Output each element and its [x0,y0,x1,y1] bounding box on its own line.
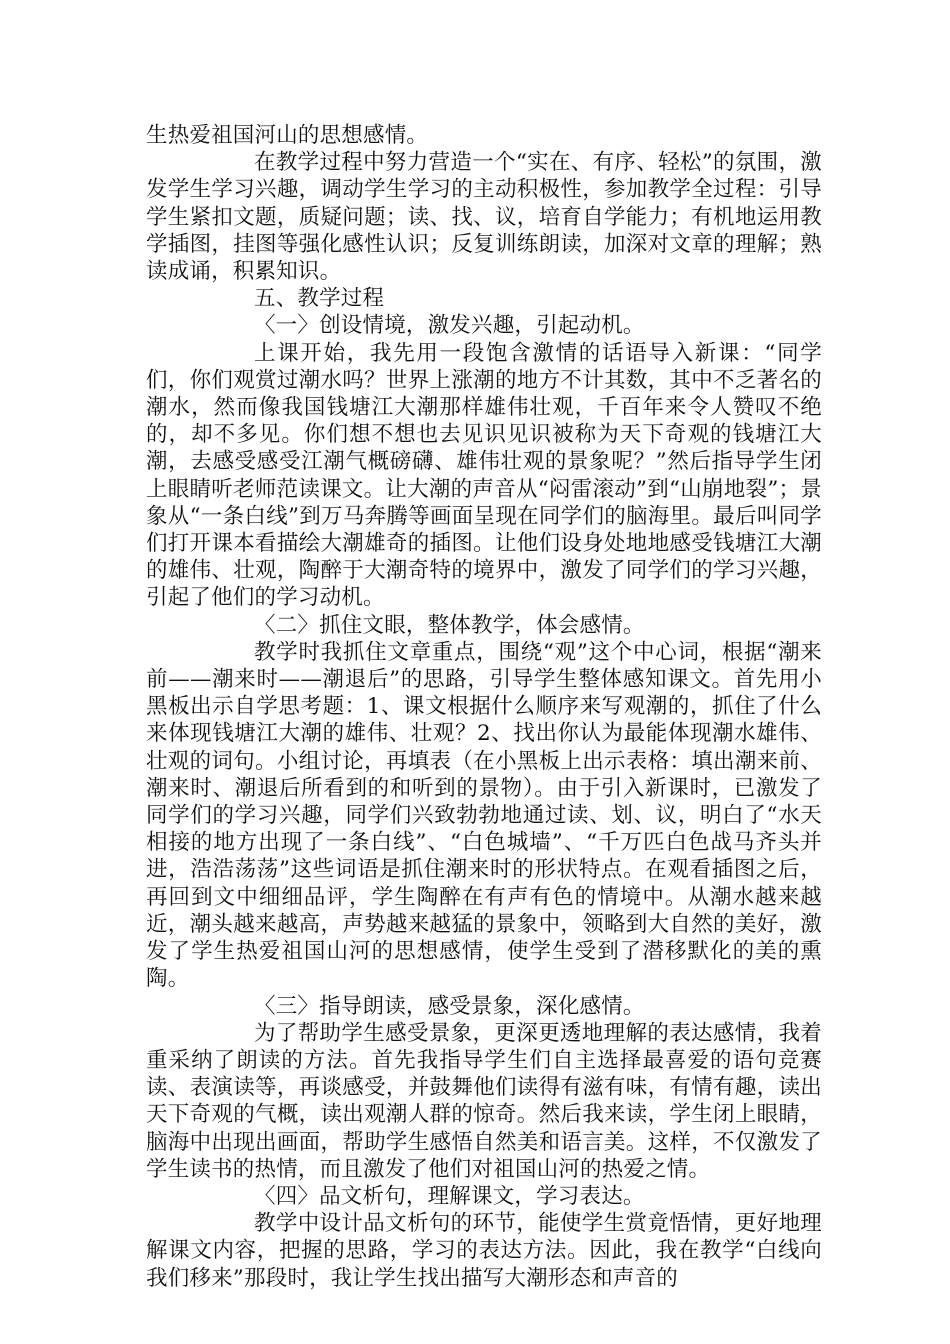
subheading-2: 〈二〉抓住文眼，整体教学，体会感情。 [254,612,645,638]
subheading-3: 〈三〉指导朗读，感受景象，深化感情。 [254,993,645,1019]
document-body [146,122,822,1292]
paragraph-2: 在教学过程中努力营造一个“实在、有序、轻松”的氛围，激发学生学习兴趣，调动学生学习的主动积极性，参加教学全过程：引导学生紧扣文题，质疑问题；读、找、议，培育自学能力；有机地运用教学插图，挂图等强化感性认识；反复训练朗读，加深对文章的理解；熟读成诵，积累知识。 [146,150,822,285]
paragraph-3: 上课开始，我先用一段饱含激情的话语导入新课：“同学们，你们观赏过潮水吗？世界上涨潮的地方不计其数，其中不乏著名的潮水，然而像我国钱塘江大潮那样雄伟壮观，千百年来令人赞叹不绝的，却不多见。你们想不想也去见识见识被称为天下奇观的钱塘江大潮，去感受感受江潮气概磅礴、雄伟壮观的景象呢？”然后指导学生闭上眼睛听老师范读课文。让大潮的声音从“闷雷滚动”到“山崩地裂”；景象从“一条白线”到万马奔腾等画面呈现在同学们的脑海里。最后叫同学们打开课本看描绘大潮雄奇的插图。让他们设身处地地感受钱塘江大潮的雄伟、壮观，陶醉于大潮奇特的境界中，激发了同学们的学习兴趣，引起了他们的学习动机。 [146,340,822,611]
subheading-4: 〈四〉品文析句，理解课文，学习表达。 [254,1183,645,1209]
paragraph-1: 生热爱祖国河山的思想感情。 [146,123,429,148]
paragraph-5: 为了帮助学生感受景象，更深更透地理解的表达感情，我着重采纳了朗读的方法。首先我指导学生们自主选择最喜爱的语句竞赛读、表演读等，再谈感受，并鼓舞他们读得有滋有味，有情有趣，读出天下奇观的气概，读出观潮人群的惊奇。然后我来读，学生闭上眼睛，脑海中出现出画面，帮助学生感悟自然美和语言美。这样，不仅激发了学生读书的热情，而且激发了他们对祖国山河的热爱之情。 [146,1020,822,1182]
paragraph-6: 教学中设计品文析句的环节，能使学生赏竟悟情，更好地理解课文内容，把握的思路，学习的表达方法。因此，我在教学“白线向我们移来”那段时，我让学生找出描写大潮形态和声音的 [146,1211,822,1291]
subheading-1: 〈一〉创设情境，激发兴趣，引起动机。 [254,313,645,339]
section-heading-teaching-process: 五、教学过程 [254,286,385,312]
paragraph-4: 教学时我抓住文章重点，围绕“观”这个中心词，根据“潮来前——潮来时——潮退后”的思路，引导学生整体感知课文。首先用小黑板出示自学思考题：1、课文根据什么顺序来写观潮的，抓住了什么来体现钱塘江大潮的雄伟、壮观？2、找出你认为最能体现潮水雄伟、壮观的词句。小组讨论，再填表（在小黑板上出示表格：填出潮来前、潮来时、潮退后所看到的和听到的景物）。由于引入新课时，已激发了同学们的学习兴趣，同学们兴致勃勃地通过读、划、议，明白了“水天相接的地方出现了一条白线”、“白色城墙”、“千万匹白色战马齐头并进，浩浩荡荡”这些词语是抓住潮来时的形状特点。在观看插图之后，再回到文中细细品评，学生陶醉在有声有色的情境中。从潮水越来越近，潮头越来越高，声势越来越猛的景象中，领略到大自然的美好，激发了学生热爱祖国山河的思想感情，使学生受到了潜移默化的美的熏陶。 [146,639,822,992]
